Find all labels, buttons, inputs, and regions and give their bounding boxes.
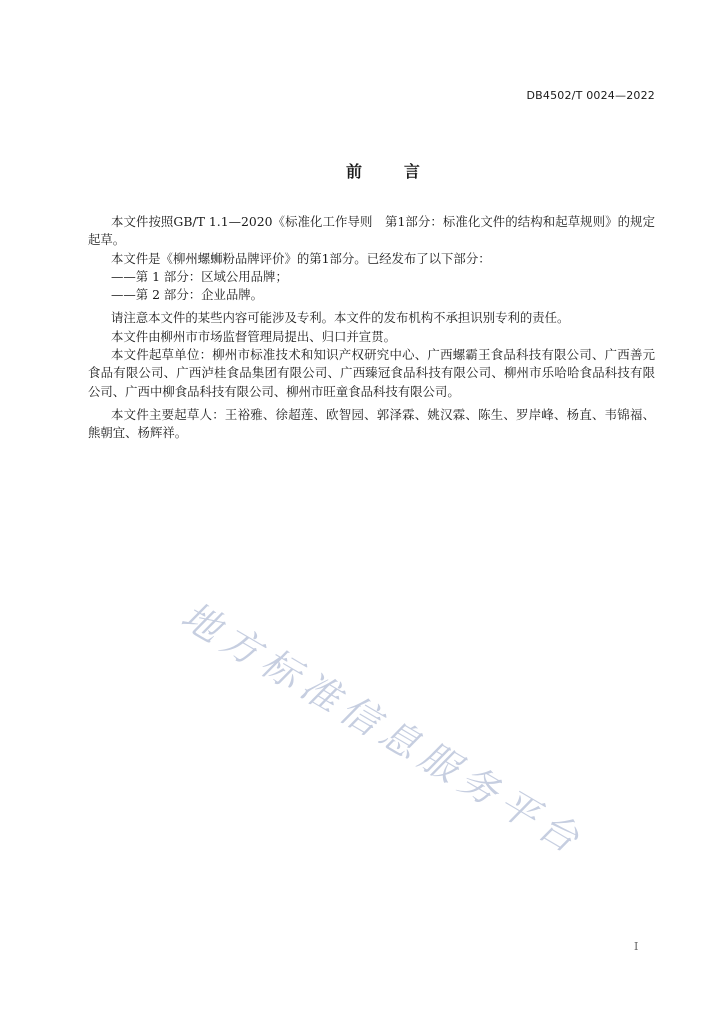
text-line: 起草。 <box>88 232 126 248</box>
text-line: 食品有限公司、广西泸桂食品集团有限公司、广西臻冠食品科技有限公司、柳州市乐哈哈食品科技有限 <box>88 365 655 381</box>
watermark: 地方标准信息服务平台 <box>173 593 593 865</box>
text-line: 本文件由柳州市市场监督管理局提出、归口并宣贯。 <box>111 328 396 344</box>
document-number: DB4502/T 0024—2022 <box>526 89 655 102</box>
text-line: 本文件起草单位：柳州市标准技术和知识产权研究中心、广西螺霸王食品科技有限公司、广西善元 <box>111 347 655 363</box>
paragraph <box>88 346 655 401</box>
paragraph <box>88 213 655 250</box>
text-line: 请注意本文件的某些内容可能涉及专利。本文件的发布机构不承担识别专利的责任。 <box>111 310 570 326</box>
text-line: 本文件主要起草人：王裕雅、徐超莲、欧智园、郭泽霖、姚汉霖、陈生、罗岸峰、杨直、韦锦福、 <box>111 406 655 422</box>
text-line: 熊朝宜、杨辉祥。 <box>88 425 188 441</box>
foreword-body <box>88 213 655 443</box>
paragraph <box>88 250 655 268</box>
paragraph <box>88 328 655 346</box>
list-item: ——第 2 部分：企业品牌。 <box>111 287 264 303</box>
text-line: 本文件按照GB/T 1.1—2020《标准化工作导则 第1部分：标准化文件的结构和起草规则》的规定 <box>111 214 655 229</box>
page-number: I <box>634 940 639 953</box>
paragraph <box>88 268 655 286</box>
paragraph <box>88 286 655 304</box>
text-line: 公司、广西中柳食品科技有限公司、柳州市旺童食品科技有限公司。 <box>88 383 460 399</box>
paragraph <box>88 309 655 327</box>
text-line: 本文件是《柳州螺蛳粉品牌评价》的第1部分。已经发布了以下部分： <box>111 250 491 266</box>
list-item: ——第 1 部分：区域公用品牌； <box>111 268 288 284</box>
paragraph <box>88 406 655 443</box>
section-title: 前 言 <box>346 162 424 181</box>
